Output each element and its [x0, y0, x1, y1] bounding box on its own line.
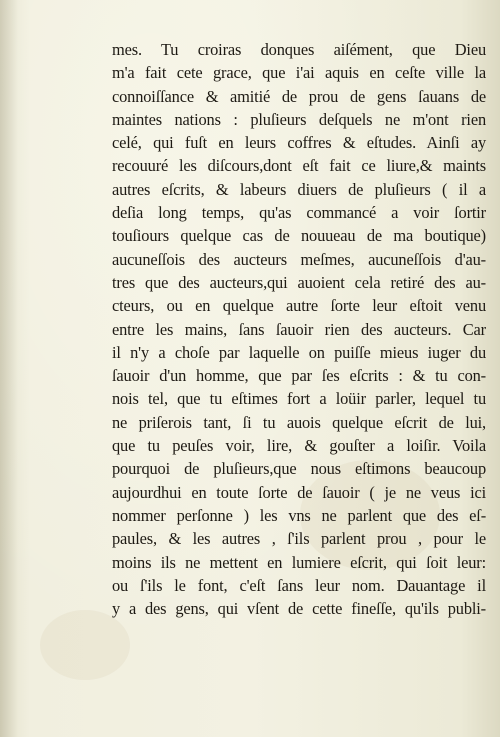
paper-stain — [40, 610, 130, 680]
text-line: tres que des aucteurs,qui auoient cela retiré des au- — [112, 272, 486, 292]
text-line: deſia long temps, qu'as commancé a voir ſortir — [112, 203, 486, 223]
text-line: que tu peuſes voir, lire, & gouſter a loiſir. Voila — [112, 436, 486, 456]
text-line: mes. Tu croiras donques aiſément, que Dieu — [112, 40, 486, 59]
text-line: touſiours quelque cas de nouueau de ma boutique) — [112, 226, 486, 246]
text-line: recouuré les diſcours,dont eſt fait ce liure,& maints — [112, 156, 486, 176]
text-line: y a des gens, qui vſent de cette fineſſe, qu'ils publi- — [112, 599, 486, 619]
text-line: celé, qui fuſt en leurs coffres & eſtudes. Ainſi ay — [112, 133, 486, 153]
text-line: autres eſcrits, & labeurs diuers de pluſieurs ( il a — [112, 179, 486, 199]
text-line: connoiſſance & amitié de prou de gens ſauans de — [112, 86, 486, 106]
text-line: cteurs, ou en quelque autre ſorte leur eſtoit venu — [112, 296, 486, 316]
text-line: ne priſerois tant, ſi tu auois quelque eſcrit de lui, — [112, 412, 486, 432]
text-line: ſauoir d'un homme, que par ſes eſcrits : & tu con- — [112, 366, 486, 386]
text-line: aujourdhui en toute ſorte de ſauoir ( je ne veus ici — [112, 482, 486, 502]
text-line: pourquoi de pluſieurs,que nous eſtimons beaucoup — [112, 459, 486, 479]
text-line: ou ſ'ils le font, c'eſt ſans leur nom. Dauantage il — [112, 575, 486, 595]
text-line: nommer perſonne ) les vns ne parlent que des eſ- — [112, 505, 486, 525]
body-text — [112, 38, 486, 620]
text-line: entre les mains, ſans ſauoir rien des aucteurs. Car — [112, 319, 486, 339]
text-line: nois tel, que tu eſtimes fort a loüir parler, lequel tu — [112, 389, 486, 409]
text-line: paules, & les autres , ſ'ils parlent prou , pour le — [112, 529, 486, 549]
page-gutter-shadow — [0, 0, 18, 737]
text-line: il n'y a choſe par laquelle on puiſſe mieus iuger du — [112, 342, 486, 362]
text-line: m'a fait cete grace, que i'ai aquis en ceſte ville la — [112, 63, 486, 83]
text-line: aucuneſſois des aucteurs meſmes, aucuneſſois d'au- — [112, 249, 486, 269]
text-line: maintes nations : pluſieurs deſquels ne m'ont rien — [112, 109, 486, 129]
text-line: moins ils ne mettent en lumiere eſcrit, qui ſoit leur: — [112, 552, 486, 572]
